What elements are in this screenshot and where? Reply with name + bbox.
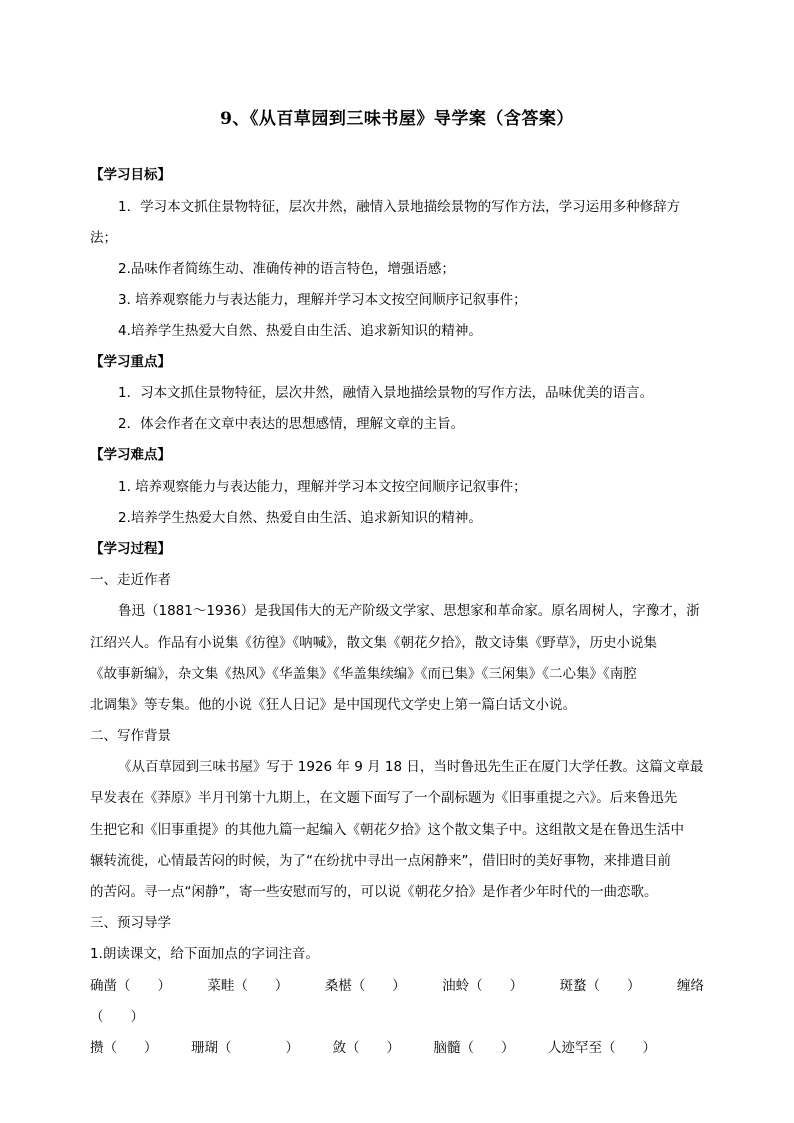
background-para-line-1: 《从百草园到三味书屋》写于 1926 年 9 月 18 日，当时鲁迅先生正在厦门大学任教。这篇文章最 [118,759,704,775]
pinyin-item: 菜畦（ ） [207,978,289,994]
part2-title: 二、写作背景 [90,728,171,744]
author-para-line-2: 江绍兴人。作品有小说集《彷徨》《呐喊》，散文集《朝花夕拾》，散文诗集《野草》，历史小说集 [90,635,657,651]
question-1: 1.朗读课文，给下面加点的字词注音。 [90,946,319,962]
author-para-line-3: 《故事新编》，杂文集《热风》《华盖集》《华盖集续编》《而已集》《三闲集》《二心集》《南腔 [90,666,637,682]
pinyin-item: 桑椹（ ） [324,978,406,994]
goal-item-1-cont: 法； [90,230,117,246]
page-title: 9、《从百草园到三味书屋》导学案（含答案） [220,109,574,129]
difficulty-1: 1. 培养观察能力与表达能力，理解并学习本文按空间顺序记叙事件； [118,479,527,495]
difficulty-2: 2.培养学生热爱大自然、热爱自由生活、追求新知识的精神。 [118,510,482,526]
key-point-1: 1．习本文抓住景物特征，层次井然，融情入景地描绘景物的写作方法，品味优美的语言。 [118,385,654,401]
pinyin-row-1 [90,976,704,996]
pinyin-item: 脑髓（ ） [433,1040,515,1056]
goal-item-3: 3. 培养观察能力与表达能力，理解并学习本文按空间顺序记叙事件； [118,292,527,308]
pinyin-item: 珊瑚（ ） [191,1040,299,1056]
section-heading-goals: 【学习目标】 [90,167,171,183]
pinyin-item: 人迹罕至（ ） [548,1040,656,1056]
goal-item-4: 4.培养学生热爱大自然、热爱自由生活、追求新知识的精神。 [118,323,482,339]
pinyin-item: 确凿（ ） [90,978,171,994]
background-para-line-3: 生把它和《旧事重提》的其他九篇一起编入《朝花夕拾》这个散文集子中。这组散文是在鲁迅生活中 [90,822,684,838]
section-heading-key-points: 【学习重点】 [90,354,171,370]
part3-title: 三、预习导学 [90,915,171,931]
pinyin-item: 缠络 [676,978,704,994]
background-para-line-4: 辗转流徙，心情最苦闷的时候，为了“在纷扰中寻出一点闲静来”，借旧时的美好事物，来排遣目前 [90,853,671,869]
pinyin-item: 斑蝥（ ） [559,978,641,994]
goal-item-2: 2.品味作者简练生动、准确传神的语言特色，增强语感； [118,261,455,277]
background-para-line-2: 早发表在《莽原》半月刊第十九期上，在文题下面写了一个副标题为《旧事重提之六》。后来鲁迅先 [90,790,678,806]
author-para-line-4: 北调集》等专集。他的小说《狂人日记》是中国现代文学史上第一篇白话文小说。 [90,697,576,713]
background-para-line-5: 的苦闷。寻一点“闲静”，寄一些安慰而写的，可以说《朝花夕拾》是作者少年时代的一曲恋歌。 [90,884,658,900]
goal-item-1: 1．学习本文抓住景物特征，层次井然，融情入景地描绘景物的写作方法，学习运用多种修辞方 [118,199,681,215]
pinyin-item: 敛（ ） [332,1040,400,1056]
key-point-2: 2．体会作者在文章中表达的思想感情，理解文章的主旨。 [118,416,465,432]
part1-title: 一、走近作者 [90,572,171,588]
author-para-line-1: 鲁迅（1881～1936）是我国伟大的无产阶级文学家、思想家和革命家。原名周树人，字豫才，浙 [118,603,700,619]
section-heading-difficulties: 【学习难点】 [90,447,171,463]
pinyin-row-2 [90,1038,656,1058]
section-heading-process: 【学习过程】 [90,541,171,557]
pinyin-row-1-wrap: （ ） [90,1009,144,1025]
pinyin-item: 攒（ ） [90,1040,158,1056]
pinyin-item: 油蛉（ ） [442,978,524,994]
